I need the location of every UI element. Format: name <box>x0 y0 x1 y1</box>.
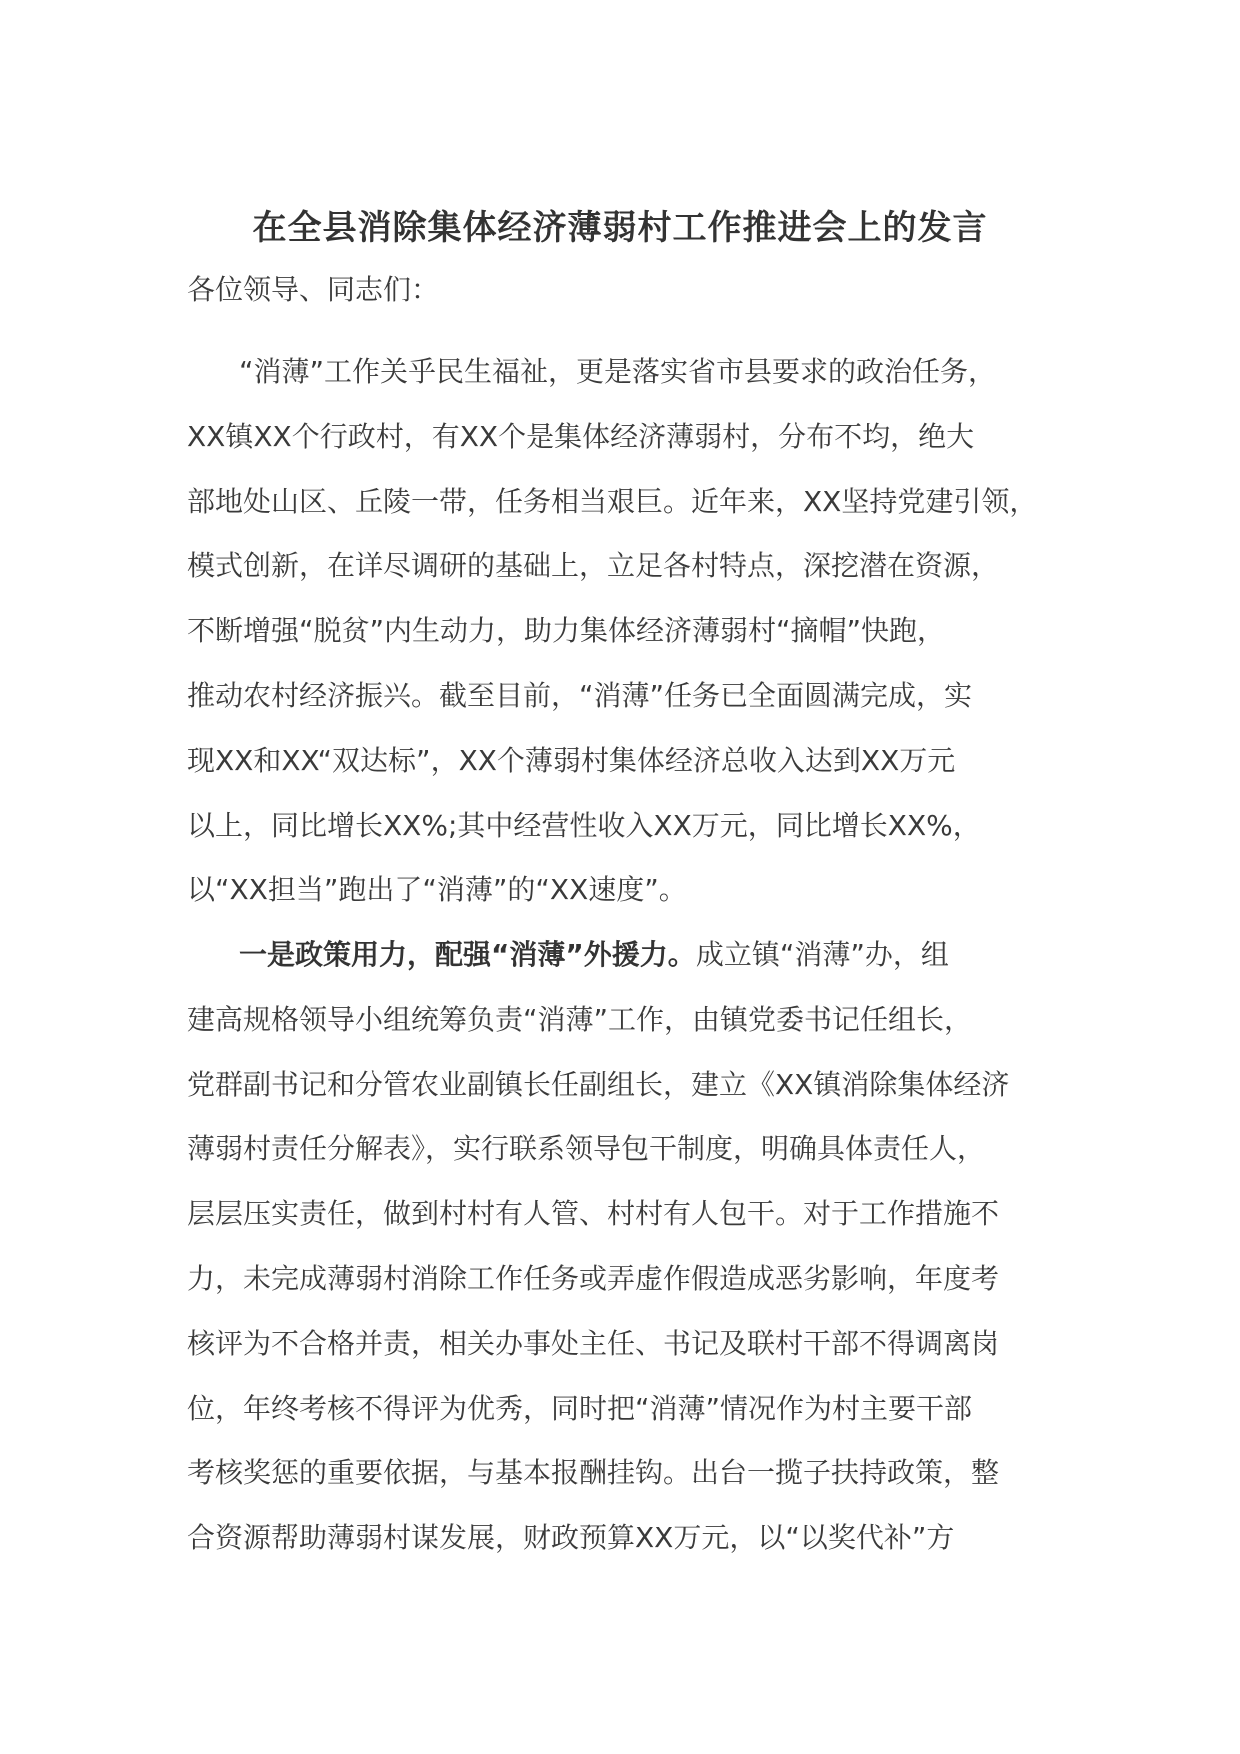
paragraph-policy <box>187 923 1063 1571</box>
document-title: 在全县消除集体经济薄弱村工作推进会上的发言 <box>252 208 988 248</box>
paragraph-line: 模式创新，在详尽调研的基础上，立足各村特点，深挖潜在资源， <box>187 549 1000 583</box>
paragraph-line: 以“XX担当”跑出了“消薄”的“XX速度”。 <box>187 873 687 907</box>
paragraph-text: 成立镇“消薄”办，组 <box>695 938 949 971</box>
paragraph-line: 位，年终考核不得评为优秀，同时把“消薄”情况作为村主要干部 <box>187 1391 973 1425</box>
paragraph-line: 建高规格领导小组统筹负责“消薄”工作，由镇党委书记任组长， <box>187 1002 973 1036</box>
paragraph-line <box>187 923 1063 988</box>
paragraph-line: 不断增强“脱贫”内生动力，助力集体经济薄弱村“摘帽”快跑， <box>187 614 946 648</box>
paragraph-line: 部地处山区、丘陵一带，任务相当艰巨。近年来，XX坚持党建引领， <box>187 484 1038 518</box>
paragraph-line: 党群副书记和分管农业副镇长任副组长，建立《XX镇消除集体经济 <box>187 1067 1010 1101</box>
salutation: 各位领导、同志们： <box>187 273 440 306</box>
paragraph-line: 推动农村经济振兴。截至目前，“消薄”任务已全面圆满完成，实 <box>187 678 973 712</box>
paragraph-line: 以上，同比增长XX%;其中经营性收入XX万元，同比增长XX%， <box>187 808 981 842</box>
paragraph-line: 核评为不合格并责，相关办事处主任、书记及联村干部不得调离岗 <box>187 1326 1000 1360</box>
paragraph-line: 层层压实责任，做到村村有人管、村村有人包干。对于工作措施不 <box>187 1197 1000 1231</box>
paragraph-line: XX镇XX个行政村，有XX个是集体经济薄弱村，分布不均，绝大 <box>187 419 975 453</box>
paragraph-line: “消薄”工作关乎民生福祉，更是落实省市县要求的政治任务， <box>239 355 997 388</box>
paragraph-line: 薄弱村责任分解表》，实行联系领导包干制度，明确具体责任人， <box>187 1132 986 1166</box>
paragraph-line: 力，未完成薄弱村消除工作任务或弄虚作假造成恶劣影响，年度考 <box>187 1261 1000 1295</box>
paragraph-line: 现XX和XX“双达标”，XX个薄弱村集体经济总收入达到XX万元 <box>187 743 956 777</box>
section-heading: 一是政策用力，配强“消薄”外援力。 <box>239 938 696 971</box>
paragraph-intro <box>187 340 1063 923</box>
paragraph-line: 合资源帮助薄弱村谋发展，财政预算XX万元，以“以奖代补”方 <box>187 1521 955 1555</box>
paragraph-line: 考核奖惩的重要依据，与基本报酬挂钩。出台一揽子扶持政策，整 <box>187 1456 1000 1490</box>
